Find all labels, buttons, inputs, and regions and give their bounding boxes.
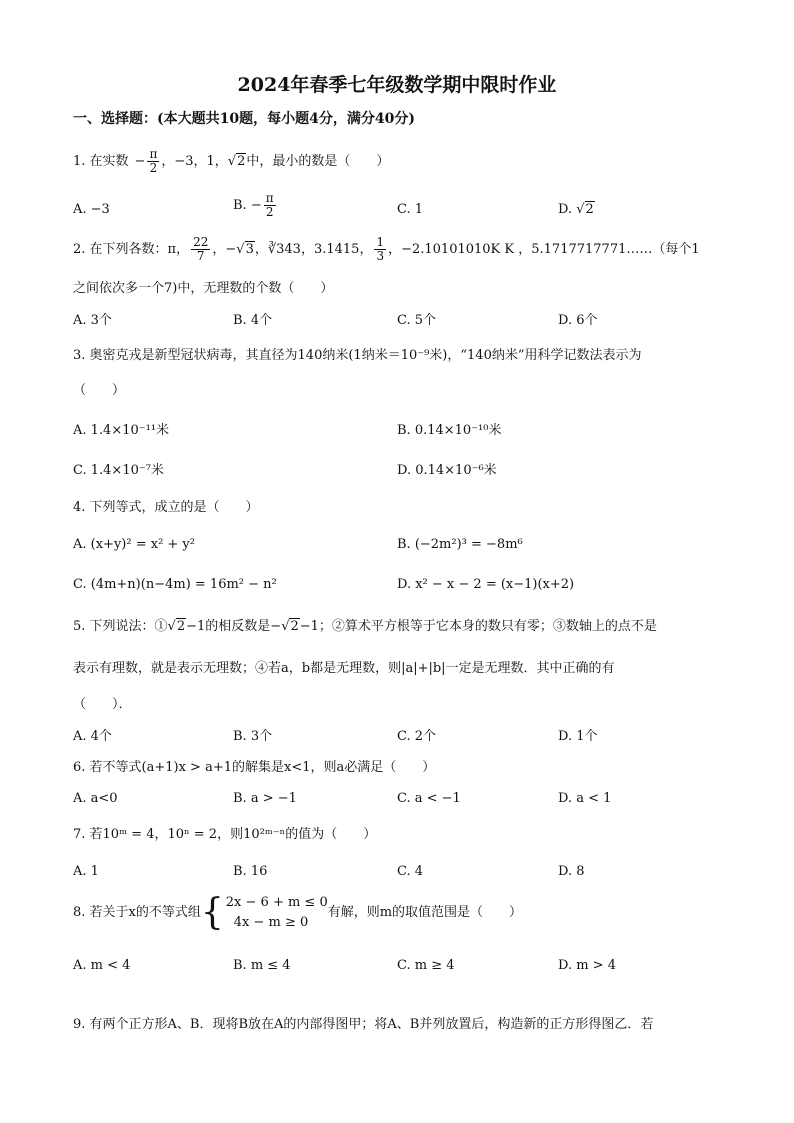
q7-option-d[interactable]: D. 8 bbox=[558, 864, 585, 879]
q4-option-d[interactable]: D. x² − x − 2 = (x−1)(x+2) bbox=[397, 577, 575, 592]
q3-option-a[interactable]: A. 1.4×10⁻¹¹米 bbox=[73, 423, 170, 438]
q7-option-a[interactable]: A. 1 bbox=[73, 864, 99, 879]
q4-option-c[interactable]: C. (4m+n)(n−4m) = 16m² − n² bbox=[73, 577, 277, 592]
q6-option-d[interactable]: D. a < 1 bbox=[558, 791, 612, 806]
question-8: 8. 若关于x的不等式组{ 2x − 6 + m ≤ 0 4x − m ≥ 0 有解，则m的取值范围是（ ） bbox=[73, 892, 523, 933]
question-1: 1. 在实数 − $\frac{\pi}{2}$ ，−3，1，√2中，最小的数是（ ） bbox=[73, 147, 390, 175]
question-4: 4. 下列等式，成立的是（ ） bbox=[73, 500, 259, 515]
q2-option-a[interactable]: A. 3个 bbox=[73, 313, 112, 328]
q8-option-d[interactable]: D. m > 4 bbox=[558, 958, 616, 973]
question-3: 3. 奥密克戎是新型冠状病毒，其直径为140纳米(1纳米＝10⁻⁹米)，“140纳米”用科学记数法表示为 bbox=[73, 348, 642, 363]
q2-option-b[interactable]: B. 4个 bbox=[233, 313, 273, 328]
q2-option-c[interactable]: C. 5个 bbox=[397, 313, 437, 328]
q6-option-c[interactable]: C. a < −1 bbox=[397, 791, 461, 806]
question-5: 5. 下列说法：①√2−1的相反数是−√2−1；②算术平方根等于它本身的数只有零；③数轴上的点不是 bbox=[73, 619, 657, 634]
q5-option-c[interactable]: C. 2个 bbox=[397, 729, 437, 744]
q4-option-a[interactable]: A. (x+y)² = x² + y² bbox=[73, 537, 195, 552]
q5-option-a[interactable]: A. 4个 bbox=[73, 729, 112, 744]
q1-option-b[interactable]: B. − $\frac{\pi}{2}$ bbox=[233, 191, 274, 219]
q8-option-c[interactable]: C. m ≥ 4 bbox=[397, 958, 455, 973]
q2-line-2: 之间依次多一个7)中，无理数的个数（ ） bbox=[73, 281, 334, 296]
q8-option-b[interactable]: B. m ≤ 4 bbox=[233, 958, 291, 973]
q6-option-a[interactable]: A. a<0 bbox=[73, 791, 118, 806]
q3-line-2: （ ） bbox=[73, 383, 126, 398]
question-6: 6. 若不等式(a+1)x > a+1的解集是x<1，则a必满足（ ） bbox=[73, 760, 436, 775]
q1-option-d[interactable]: D. √2 bbox=[558, 202, 594, 217]
q3-option-d[interactable]: D. 0.14×10⁻⁶米 bbox=[397, 463, 497, 478]
q1-option-a[interactable]: A. −3 bbox=[73, 202, 110, 217]
q1-prefix: 1. 在实数 bbox=[73, 154, 129, 169]
question-2: 2. 在下列各数：π， $\frac{22}{7}$ ，−√3，∛343，3.1415， $\frac{1}{3}$ ，−2.10101010K K ，5.1717717771……（每个1 bbox=[73, 235, 700, 263]
system-brace: { bbox=[200, 892, 224, 933]
section-heading: 一、选择题：(本大题共10题，每小题4分，满分40分) bbox=[73, 111, 415, 127]
q5-option-b[interactable]: B. 3个 bbox=[233, 729, 273, 744]
q1-fraction: $\frac{\pi}{2}$ bbox=[149, 147, 158, 175]
question-9: 9. 有两个正方形A、B．现将B放在A的内部得图甲；将A、B并列放置后，构造新的正方形得图乙．若 bbox=[73, 1017, 654, 1032]
q2-option-d[interactable]: D. 6个 bbox=[558, 313, 598, 328]
q3-option-b[interactable]: B. 0.14×10⁻¹⁰米 bbox=[397, 423, 502, 438]
question-7: 7. 若10ᵐ = 4，10ⁿ = 2，则10²ᵐ⁻ⁿ的值为（ ） bbox=[73, 827, 377, 842]
q1-option-c[interactable]: C. 1 bbox=[397, 202, 424, 217]
inequality-system: 2x − 6 + m ≤ 0 4x − m ≥ 0 bbox=[225, 895, 328, 930]
q5-line-2: 表示有理数，就是表示无理数；④若a，b都是无理数，则|a|+|b|一定是无理数．其中正确的有 bbox=[73, 661, 615, 676]
page-title: 2024年春季七年级数学期中限时作业 bbox=[237, 74, 557, 96]
q5-option-d[interactable]: D. 1个 bbox=[558, 729, 598, 744]
q6-option-b[interactable]: B. a > −1 bbox=[233, 791, 297, 806]
q7-option-c[interactable]: C. 4 bbox=[397, 864, 424, 879]
q7-option-b[interactable]: B. 16 bbox=[233, 864, 268, 879]
q8-option-a[interactable]: A. m < 4 bbox=[73, 958, 131, 973]
q3-option-c[interactable]: C. 1.4×10⁻⁷米 bbox=[73, 463, 164, 478]
q5-line-3: （ ）． bbox=[73, 697, 132, 712]
q4-option-b[interactable]: B. (−2m²)³ = −8m⁶ bbox=[397, 537, 523, 552]
